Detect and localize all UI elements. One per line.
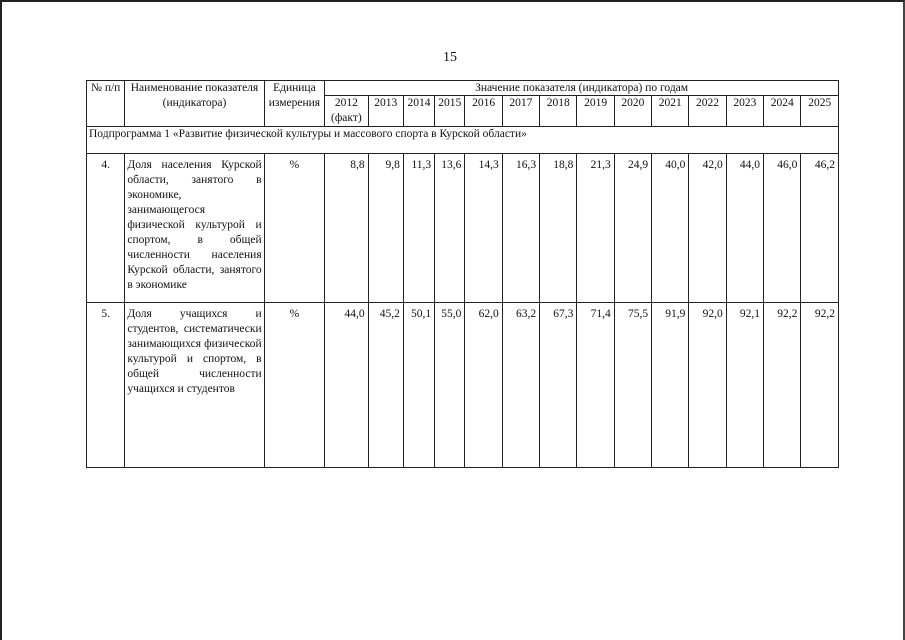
indicator-value: 75,5 xyxy=(614,303,651,468)
indicator-value: 55,0 xyxy=(435,303,465,468)
indicator-name: Доля населения Курской области, занятого в экономике, занимающегося физической культурой и спортом, в общей численности населения Курской области, занятого в экономике xyxy=(125,154,264,303)
indicator-value: 21,3 xyxy=(577,154,614,303)
row-number: 4. xyxy=(87,154,125,303)
indicator-value: 42,0 xyxy=(689,154,726,303)
indicator-value: 92,0 xyxy=(689,303,726,468)
header-name: Наименование показателя (индикатора) xyxy=(125,81,264,127)
indicator-value: 92,1 xyxy=(726,303,763,468)
indicator-value: 91,9 xyxy=(652,303,689,468)
indicator-value: 44,0 xyxy=(726,154,763,303)
header-year: 2023 xyxy=(726,96,763,127)
header-year: 2020 xyxy=(614,96,651,127)
header-year: 2014 xyxy=(403,96,434,127)
table-row xyxy=(87,154,839,303)
header-year: 2013 xyxy=(368,96,403,127)
indicator-value: 67,3 xyxy=(540,303,577,468)
indicator-value: 45,2 xyxy=(368,303,403,468)
header-year: 2025 xyxy=(801,96,839,127)
table-row xyxy=(87,303,839,468)
header-years-group: Значение показателя (индикатора) по годам xyxy=(325,81,839,96)
header-year: 2016 xyxy=(465,96,502,127)
indicator-value: 9,8 xyxy=(368,154,403,303)
indicator-value: 62,0 xyxy=(465,303,502,468)
indicator-value: 13,6 xyxy=(435,154,465,303)
header-year: 2021 xyxy=(652,96,689,127)
indicator-value: 18,8 xyxy=(540,154,577,303)
indicator-name: Доля учащихся и студентов, систематически занимающихся физической культурой и спортом, в общей численности учащихся и студентов xyxy=(125,303,264,468)
indicator-value: 71,4 xyxy=(577,303,614,468)
indicator-value: 40,0 xyxy=(652,154,689,303)
header-year: 2018 xyxy=(540,96,577,127)
header-year: 2019 xyxy=(577,96,614,127)
header-num: № п/п xyxy=(87,81,125,127)
indicator-value: 50,1 xyxy=(403,303,434,468)
indicator-value: 8,8 xyxy=(325,154,368,303)
indicator-value: 46,2 xyxy=(801,154,839,303)
indicator-value: 92,2 xyxy=(764,303,801,468)
indicator-value: 46,0 xyxy=(764,154,801,303)
header-year: 2012 (факт) xyxy=(325,96,368,127)
indicator-value: 44,0 xyxy=(325,303,368,468)
indicator-value: 24,9 xyxy=(614,154,651,303)
indicator-value: 63,2 xyxy=(502,303,539,468)
indicator-value: 11,3 xyxy=(403,154,434,303)
indicator-value: 16,3 xyxy=(502,154,539,303)
header-unit: Единица измерения xyxy=(264,81,325,127)
header-year: 2017 xyxy=(502,96,539,127)
page-number: 15 xyxy=(443,50,457,65)
indicator-value: 14,3 xyxy=(465,154,502,303)
indicator-unit: % xyxy=(264,154,325,303)
header-year: 2015 xyxy=(435,96,465,127)
indicator-value: 92,2 xyxy=(801,303,839,468)
header-year: 2024 xyxy=(764,96,801,127)
indicators-table xyxy=(86,80,839,468)
row-number: 5. xyxy=(87,303,125,468)
subprogram-title: Подпрограмма 1 «Развитие физической культуры и массового спорта в Курской области» xyxy=(87,127,839,154)
header-year: 2022 xyxy=(689,96,726,127)
header-row-top xyxy=(87,81,839,96)
indicator-unit: % xyxy=(264,303,325,468)
subprogram-row xyxy=(87,127,839,154)
